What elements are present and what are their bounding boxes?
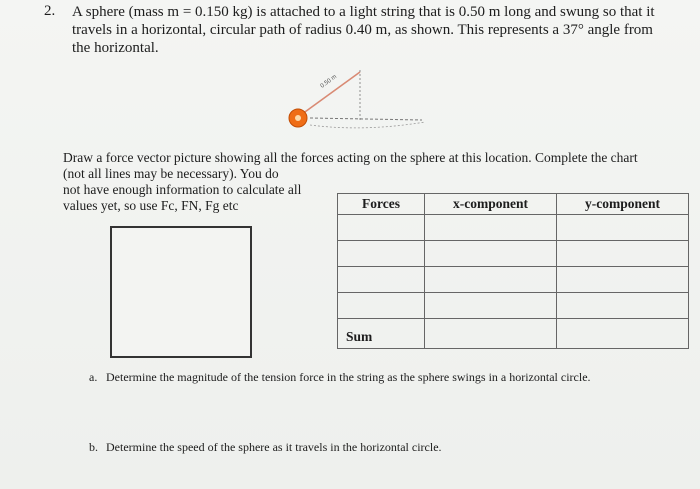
instructions-text: Draw a force vector picture showing all the forces acting on the sphere at this location. Complete the chart (not all lines may be necessary). You do <box>63 150 638 181</box>
part-a <box>89 370 689 384</box>
table-cell[interactable] <box>425 293 557 319</box>
table-cell[interactable] <box>425 215 557 241</box>
part-b-text: Determine the speed of the sphere as it travels in the horizontal circle. <box>106 440 442 454</box>
table-cell[interactable] <box>338 293 425 319</box>
table-cell[interactable] <box>425 241 557 267</box>
table-cell[interactable] <box>338 241 425 267</box>
sum-y-cell[interactable] <box>557 319 689 349</box>
table-cell[interactable] <box>557 293 689 319</box>
part-b-label: b. <box>89 440 98 454</box>
part-a-text: Determine the magnitude of the tension force in the string as the sphere swings in a horizontal circle. <box>106 370 591 384</box>
table-cell[interactable] <box>557 241 689 267</box>
pendulum-diagram <box>280 62 440 140</box>
question-text: A sphere (mass m = 0.150 kg) is attached to a light string that is 0.50 m long and swung so that it travels in a horizontal, circular path of radius 0.40 m, as shown. This represents a 37° angle from the horizontal. <box>72 4 655 56</box>
header-forces: Forces <box>338 194 425 215</box>
force-diagram-box[interactable] <box>110 226 252 358</box>
table-sum-row <box>338 319 689 349</box>
part-b <box>89 440 689 454</box>
table-header-row <box>338 194 689 215</box>
table-cell[interactable] <box>338 215 425 241</box>
table-cell[interactable] <box>557 267 689 293</box>
radius-line <box>310 118 422 120</box>
table-row <box>338 241 689 267</box>
string-length-label: 0.50 m <box>319 73 339 90</box>
header-x-component: x-component <box>425 194 557 215</box>
force-components-table <box>337 193 689 349</box>
table-row <box>338 293 689 319</box>
question-number: 2. <box>44 3 56 19</box>
table-row <box>338 267 689 293</box>
instructions-text-continued: not have enough information to calculate all values yet, so use Fc, FN, Fg etc <box>63 182 302 213</box>
sum-x-cell[interactable] <box>425 319 557 349</box>
table-cell[interactable] <box>557 215 689 241</box>
table-row <box>338 215 689 241</box>
sum-label: Sum <box>338 319 425 349</box>
table-cell[interactable] <box>338 267 425 293</box>
header-y-component: y-component <box>557 194 689 215</box>
table-cell[interactable] <box>425 267 557 293</box>
part-a-label: a. <box>89 370 98 384</box>
circular-path <box>310 122 425 128</box>
